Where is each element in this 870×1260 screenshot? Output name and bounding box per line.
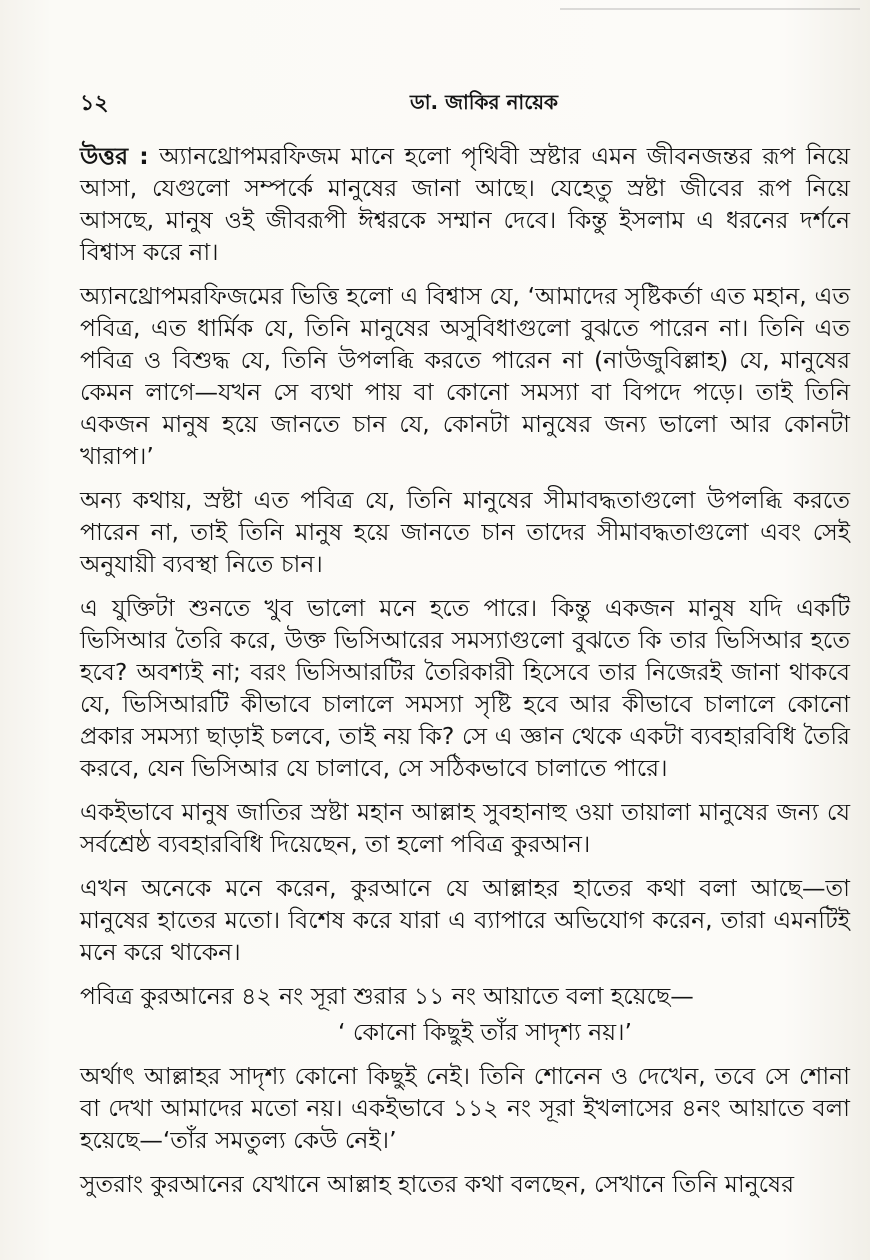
paragraph-5: একইভাবে মানুষ জাতির স্রষ্টা মহান আল্লাহ সুবহানাহু ওয়া তায়ালা মানুষের জন্য যে সর্বশ্রেষ্ঠ ব্যবহারবিধি দিয়েছেন, তা হলো পবিত্র কুরআন। xyxy=(80,798,850,858)
paragraph-2: অ্যানথ্রোপমরফিজমের ভিত্তি হলো এ বিশ্বাস যে, ‘আমাদের সৃষ্টিকর্তা এত মহান, এত পবিত্র, এত ধার্মিক যে, তিনি মানুষের অসুবিধাগুলো বুঝতে পারেন না। তিনি এত পবিত্র ও বিশুদ্ধ যে, তিনি উপলব্ধি করতে পারেন না (নাউজুবিল্লাহ) যে, মানুষের কেমন লাগে—যখন সে ব্যথা পায় বা কোনো সমস্যা বা বিপদে পড়ে। তাই তিনি একজন মানুষ হয়ে জানতে চান যে, কোনটা মানুষের জন্য ভালো আর কোনটা খারাপ।’ xyxy=(80,282,850,470)
paragraph-7: পবিত্র কুরআনের ৪২ নং সূরা শুরার ১১ নং আয়াতে বলা হয়েছে— xyxy=(80,982,694,1010)
page-header xyxy=(80,86,850,120)
paragraph-3: অন্য কথায়, স্রষ্টা এত পবিত্র যে, তিনি মানুষের সীমাবদ্ধতাগুলো উপলব্ধি করতে পারেন না, তাই তিনি মানুষ হয়ে জানতে চান তাদের সীমাবদ্ধতাগুলো এবং সেই অনুযায়ী ব্যবস্থা নিতে চান। xyxy=(80,486,850,578)
paragraph-8: অর্থাৎ আল্লাহর সাদৃশ্য কোনো কিছুই নেই। তিনি শোনেন ও দেখেন, তবে সে শোনা বা দেখা আমাদের মতো নয়। একইভাবে ১১২ নং সূরা ইখলাসের ৪নং আয়াতে বলা হয়েছে—‘তাঁর সমতুল্য কেউ নেই।’ xyxy=(80,1062,850,1154)
answer-label: উত্তর : xyxy=(80,142,149,170)
paragraph-6: এখন অনেকে মনে করেন, কুরআনে যে আল্লাহর হাতের কথা বলা আছে—তা মানুষের হাতের মতো। বিশেষ করে যারা এ ব্যাপারে অভিযোগ করেন, তারা এমনটিই মনে করে থাকেন। xyxy=(80,874,850,966)
paragraph-4: এ যুক্তিটা শুনতে খুব ভালো মনে হতে পারে। কিন্তু একজন মানুষ যদি একটি ভিসিআর তৈরি করে, উক্ত ভিসিআরের সমস্যাগুলো বুঝতে কি তার ভিসিআর হতে হবে? অবশ্যই না; বরং ভিসিআরটির তৈরিকারী হিসেবে তার নিজেরই জানা থাকবে যে, ভিসিআরটি কীভাবে চালালে সমস্যা সৃষ্টি হবে আর কীভাবে চালালে কোনো প্রকার সমস্যা ছাড়াই চলবে, তাই নয় কি? সে এ জ্ঞান থেকে একটা ব্যবহারবিধি তৈরি করবে, যেন ভিসিআর যে চালাবে, সে সঠিকভাবে চালাতে পারে। xyxy=(80,594,850,782)
paragraph-9: সুতরাং কুরআনের যেখানে আল্লাহ হাতের কথা বলছেন, সেখানে তিনি মানুষের xyxy=(80,1170,794,1198)
quran-quote: ‘ কোনো কিছুই তাঁর সাদৃশ্য নয়।’ xyxy=(337,1018,633,1046)
page-number: ১২ xyxy=(80,91,109,116)
page-body xyxy=(80,140,850,1212)
bleed-through-mark xyxy=(560,8,860,24)
answer-text: অ্যানথ্রোপমরফিজম মানে হলো পৃথিবী স্রষ্টার এমন জীবনজন্তর রূপ নিয়ে আসা, যেগুলো সম্পর্কে মানুষের জানা আছে। যেহেতু স্রষ্টা জীবের রূপ নিয়ে আসছে, মানুষ ওই জীবরূপী ঈশ্বরকে সম্মান দেবে। কিন্তু ইসলাম এ ধরনের দর্শনে বিশ্বাস করে না। xyxy=(80,142,850,266)
running-head: ডা. জাকির নায়েক xyxy=(410,90,558,114)
paragraph-answer xyxy=(80,140,850,268)
